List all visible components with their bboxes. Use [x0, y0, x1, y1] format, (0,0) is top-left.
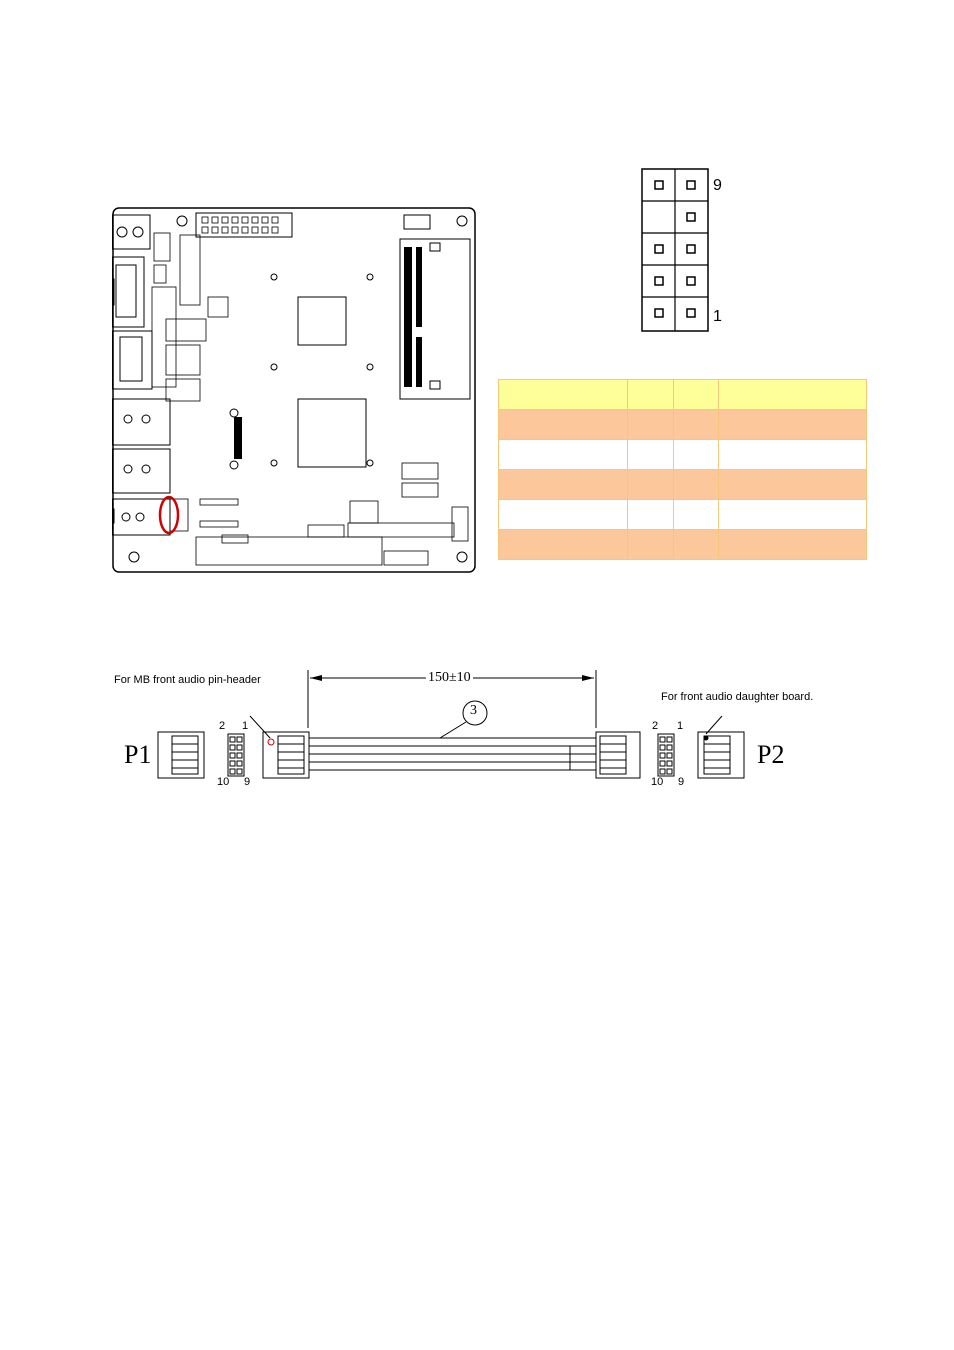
table-cell [673, 380, 719, 410]
table-cell [499, 470, 628, 500]
table-cell [627, 500, 673, 530]
table-cell [627, 440, 673, 470]
table-cell [719, 530, 867, 560]
cable-right-connector [596, 732, 640, 778]
table-cell [673, 530, 719, 560]
right-note: For front audio daughter board. [661, 691, 814, 703]
p1-plug-drawing [158, 732, 204, 778]
left-note: For MB front audio pin-header [114, 674, 261, 686]
table-cell [673, 440, 719, 470]
cable-wires [309, 738, 596, 770]
right-pin-1-label: 1 [677, 720, 684, 732]
pin-assignment-table [498, 379, 867, 560]
pin-header-diagram [640, 168, 740, 334]
left-pin-1-label: 1 [242, 720, 249, 732]
cable-left-connector [263, 732, 309, 778]
p2-label: P2 [757, 740, 785, 769]
minipci-slot [234, 417, 242, 459]
table-cell [673, 410, 719, 440]
table-row [499, 500, 867, 530]
table-cell [627, 380, 673, 410]
right-pin-9-label: 9 [678, 776, 685, 788]
table-row [499, 410, 867, 440]
pin-label-1: 1 [713, 308, 722, 325]
table-cell [719, 380, 867, 410]
left-pin-10-label: 10 [217, 776, 230, 788]
table-header-row [499, 380, 867, 410]
table-cell [719, 470, 867, 500]
table-cell [719, 410, 867, 440]
table-cell [719, 440, 867, 470]
right-pin-10-label: 10 [651, 776, 664, 788]
table-cell [499, 380, 628, 410]
right-pinout [658, 734, 674, 776]
table-cell [719, 500, 867, 530]
left-pin-2-label: 2 [219, 720, 226, 732]
left-pin-9-label: 9 [244, 776, 251, 788]
table-row [499, 440, 867, 470]
table-row [499, 530, 867, 560]
table-cell [499, 410, 628, 440]
p1-label: P1 [124, 740, 152, 769]
table-cell [673, 470, 719, 500]
pin-label-9: 9 [713, 177, 722, 194]
table-cell [627, 470, 673, 500]
item-number: 3 [470, 703, 477, 718]
table-cell [499, 500, 628, 530]
table-cell [499, 530, 628, 560]
table-cell [673, 500, 719, 530]
left-pinout [228, 734, 244, 776]
right-pin-2-label: 2 [652, 720, 659, 732]
motherboard-diagram [112, 207, 476, 573]
table-row [499, 470, 867, 500]
cable-length: 150±10 [428, 670, 471, 685]
table-cell [499, 440, 628, 470]
table-cell [627, 410, 673, 440]
table-cell [627, 530, 673, 560]
